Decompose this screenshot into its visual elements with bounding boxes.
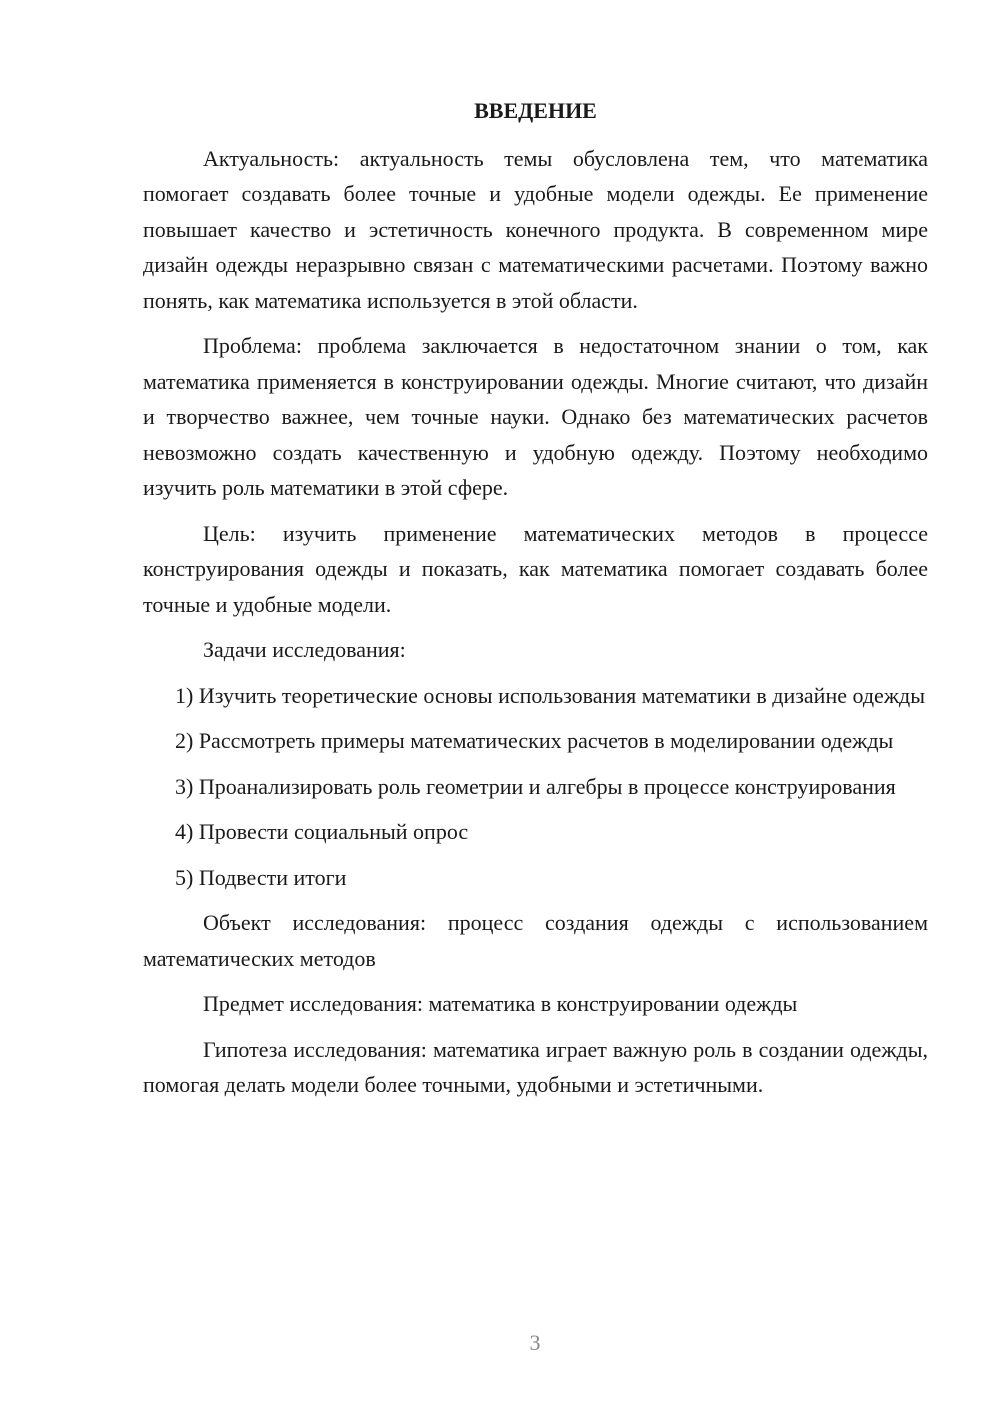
- page-content: [143, 93, 928, 1113]
- hypothesis-paragraph: Гипотеза исследования: математика играет важную роль в создании одежды, помогая делать модели более точными, удобными и эстетичными.: [143, 1036, 928, 1097]
- relevance-paragraph: Актуальность: актуальность темы обусловлена тем, что математика помогает создавать более точные и удобные модели одежды. Ее применение повышает качество и эстетичность конечного продукта. В современном мире дизайн одежды неразрывно связан с математическими расчетами. Поэтому важно понять, как математика используется в этой области.: [143, 145, 928, 313]
- subject-paragraph: Предмет исследования: математика в конструировании одежды: [203, 991, 798, 1016]
- page-number: 3: [529, 1330, 541, 1355]
- task-item-4: 4) Провести социальный опрос: [175, 819, 469, 844]
- goal-paragraph: Цель: изучить применение математических методов в процессе конструирования одежды и показать, как математика помогает создавать более точные и удобные модели.: [143, 520, 928, 617]
- task-item-2: 2) Рассмотреть примеры математических расчетов в моделировании одежды: [175, 728, 894, 753]
- task-item-1: 1) Изучить теоретические основы использования математики в дизайне одежды: [175, 682, 925, 708]
- object-paragraph: Объект исследования: процесс создания одежды с использованием математических методов: [143, 910, 928, 971]
- problem-paragraph: Проблема: проблема заключается в недостаточном знании о том, как математика применяется в конструировании одежды. Многие считают, что дизайн и творчество важнее, чем точные науки. Однако без математических расчетов невозможно создать качественную и удобную одежду. Поэтому необходимо изучить роль математики в этой сфере.: [143, 333, 928, 500]
- page-title: ВВЕДЕНИЕ: [474, 98, 597, 123]
- tasks-heading: Задачи исследования:: [203, 637, 406, 662]
- task-item-3: 3) Проанализировать роль геометрии и алгебры в процессе конструирования: [175, 773, 896, 799]
- task-item-5: 5) Подвести итоги: [175, 864, 347, 890]
